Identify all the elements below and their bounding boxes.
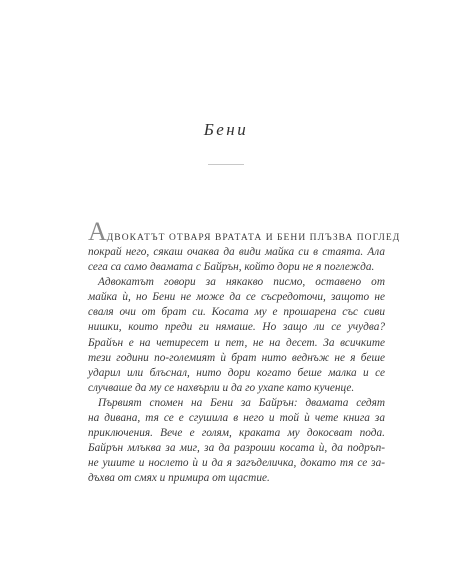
- drop-cap: А: [88, 217, 107, 246]
- title-divider: [208, 164, 244, 165]
- text-line: Адвокатът говори за някакво писмо, оставено от: [98, 276, 385, 289]
- text-line: на дивана, тя се е сгушила в него и той ѝ чете книга за: [88, 412, 385, 425]
- text-line: Байрън млъква за миг, за да разроши косата ѝ, да подръп-: [88, 442, 385, 455]
- chapter-body: [88, 217, 401, 487]
- text-line: покрай него, сякаш очаква да види майка си в стаята. Ала: [88, 246, 385, 258]
- text-line: нишки, които преди ги нямаше. Но защо ли се учудва?: [88, 321, 385, 334]
- text-line: майка ѝ, но Бени не може да се съсредоточи, защото не: [88, 291, 385, 304]
- text-line: сваля очи от брат си. Косата му е прошарена със сиви: [88, 306, 385, 319]
- text-line: тези години по-големият ѝ брат нито веднъж не я беше: [88, 351, 385, 364]
- text-line: сега са само двамата с Байрън, който дори не я поглежда.: [88, 261, 375, 274]
- text-line: ударил или блъснал, нито дори когато беше малка и се: [88, 366, 385, 379]
- opening-small-caps: ДВОКАТЪТ ОТВАРЯ ВРАТАТА И БЕНИ ПЛЪЗВА ПОГЛЕД: [106, 233, 401, 243]
- chapter-title: Бени: [203, 120, 249, 139]
- text-line: дъхва от смях и примира от щастие.: [88, 472, 270, 485]
- text-line: приключения. Вече е голям, краката му докосват пода.: [88, 427, 385, 440]
- text-line: случваше да му се нахвърли и да го ухапе като кученце.: [88, 381, 355, 394]
- paragraph-1-opening-line: [88, 217, 401, 246]
- text-line: Първият спомен на Бени за Байрън: двамата седят: [98, 396, 385, 409]
- text-line: Брайън е на четиресет и пет, не на десет. За всичките: [88, 336, 385, 349]
- text-line: не ушите и нослето ѝ и да я загъделичка, докато тя се за-: [88, 457, 385, 470]
